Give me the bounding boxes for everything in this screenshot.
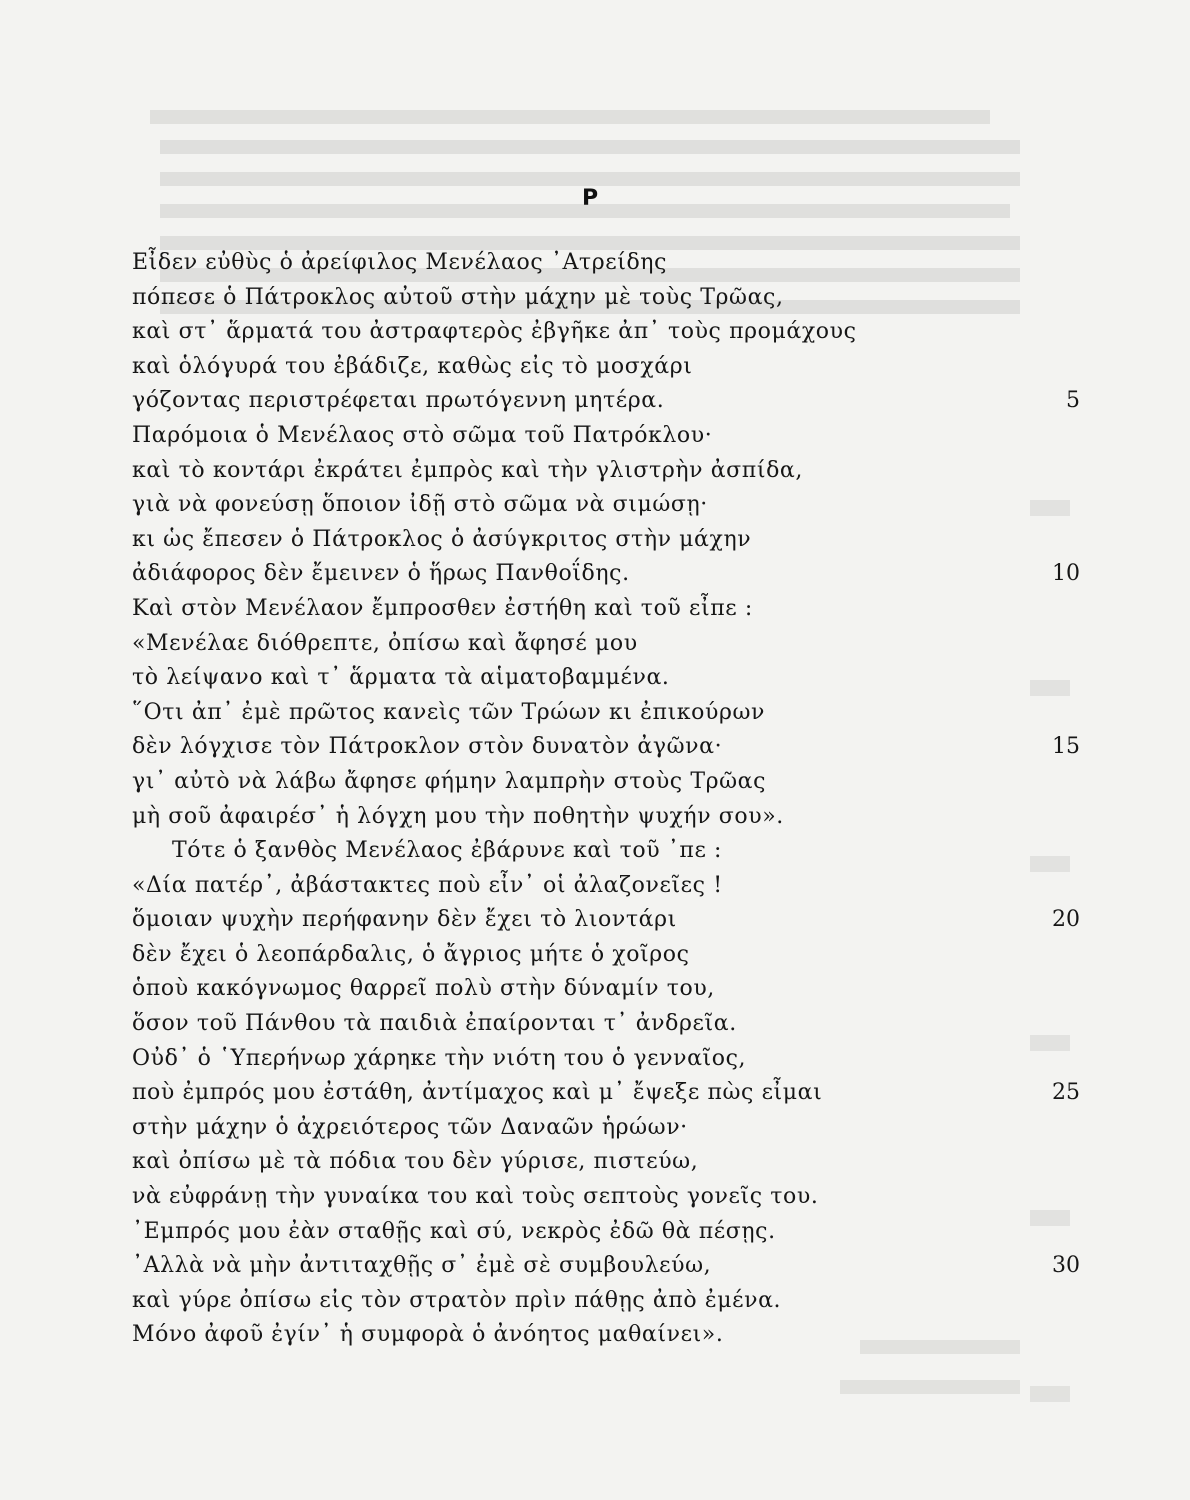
poem-line (0, 557, 1190, 592)
poem-line-text: δὲν ἔχει ὁ λεοπάρδαλις, ὁ ἄγριος μήτε ὁ χοῖρος (132, 941, 690, 967)
poem-line-text: καὶ γύρε ὀπίσω εἰς τὸν στρατὸν πρὶν πάθῃς ἀπὸ ἐμένα. (132, 1287, 782, 1313)
poem-line-text: κι ὡς ἔπεσεν ὁ Πάτροκλος ὁ ἀσύγκριτος στὴν μάχην (132, 526, 752, 552)
poem-line (0, 834, 1190, 869)
poem-line (0, 1076, 1190, 1111)
poem-line-text: Εἶδεν εὐθὺς ὁ ἀρείφιλος Μενέλαος ᾿Ατρείδης (132, 250, 668, 275)
poem-line-text: γόζοντας περιστρέφεται πρωτόγεννη μητέρα. (132, 388, 665, 414)
poem-line-text: ἀδιάφορος δὲν ἔμεινεν ὁ ἥρως Πανθοΐδης. (132, 561, 630, 587)
poem-line-text: γι᾿ αὐτὸ νὰ λάβω ἄφησε φήμην λαμπρὴν στοὺς Τρῶας (132, 768, 767, 794)
poem-line (0, 315, 1190, 350)
poem-line (0, 1215, 1190, 1250)
poem-line-text: ὁποὺ κακόγνωμος θαρρεῖ πολὺ στὴν δύναμίν του, (132, 976, 715, 1002)
poem-line-text: γιὰ νὰ φονεύσῃ ὅποιον ἰδῇ στὸ σῶμα νὰ σιμώσῃ· (132, 492, 708, 518)
poem-line (0, 523, 1190, 558)
poem-line (0, 350, 1190, 385)
poem-line (0, 1111, 1190, 1146)
poem-line (0, 1145, 1190, 1180)
poem-line (0, 1284, 1190, 1319)
poem-line (0, 1249, 1190, 1284)
poem-line-text: ᾿Εμπρός μου ἐὰν σταθῇς καὶ σύ, νεκρὸς ἐδῶ θὰ πέσῃς. (132, 1218, 776, 1244)
poem-line (0, 661, 1190, 696)
poem-line (0, 1042, 1190, 1077)
poem-line-text: ᾿Αλλὰ νὰ μὴν ἀντιταχθῇς σ᾿ ἐμὲ σὲ συμβουλεύω, (132, 1253, 712, 1279)
poem-line-text: Καὶ στὸν Μενέλαον ἔμπροσθεν ἐστήθη καὶ τοῦ εἶπε : (132, 595, 753, 621)
poem-line-text: στὴν μάχην ὁ ἀχρειότερος τῶν Δαναῶν ἡρώων· (132, 1114, 688, 1140)
poem-line (0, 1318, 1190, 1353)
poem-line-text: «Δία πατέρ᾿, ἀβάστακτες ποὺ εἶν᾿ οἱ ἀλαζονεῖες ! (132, 872, 723, 898)
poem-line (0, 1007, 1190, 1042)
book-letter-heading: Ρ (582, 186, 599, 211)
poem-line (0, 627, 1190, 662)
poem-line-text: μὴ σοῦ ἀφαιρέσ᾿ ἡ λόγχη μου τὴν ποθητὴν ψυχήν σου». (132, 803, 784, 829)
poem-body (0, 246, 1190, 1353)
poem-line-text: ῞Οτι ἀπ᾿ ἐμὲ πρῶτος κανεὶς τῶν Τρώων κι ἐπικούρων (132, 699, 766, 725)
poem-line (0, 800, 1190, 835)
poem-line-text: καὶ τὸ κοντάρι ἐκράτει ἐμπρὸς καὶ τὴν γλιστρὴν ἀσπίδα, (132, 457, 803, 483)
poem-line (0, 419, 1190, 454)
poem-line-text: «Μενέλαε διόθρεπτε, ὀπίσω καὶ ἄφησέ μου (132, 630, 638, 656)
poem-line (0, 869, 1190, 904)
poem-line-text: Τότε ὁ ξανθὸς Μενέλαος ἐβάρυνε καὶ τοῦ ᾿πε : (172, 838, 723, 864)
line-number: 20 (1052, 907, 1080, 933)
poem-line-text: καὶ ὁλόγυρά του ἐβάδιζε, καθὼς εἰς τὸ μοσχάρι (132, 353, 693, 379)
poem-line (0, 938, 1190, 973)
line-number: 5 (1066, 388, 1080, 414)
poem-line (0, 765, 1190, 800)
poem-line (0, 1180, 1190, 1215)
poem-line-text: νὰ εὐφράνῃ τὴν γυναίκα του καὶ τοὺς σεπτοὺς γονεῖς του. (132, 1184, 819, 1210)
line-number: 10 (1052, 561, 1080, 587)
poem-line (0, 972, 1190, 1007)
poem-line (0, 384, 1190, 419)
line-number: 15 (1052, 734, 1080, 760)
poem-line (0, 592, 1190, 627)
poem-line (0, 488, 1190, 523)
poem-line-text: καὶ ὀπίσω μὲ τὰ πόδια του δὲν γύρισε, πιστεύω, (132, 1149, 699, 1175)
poem-line-text: πόπεσε ὁ Πάτροκλος αὐτοῦ στὴν μάχην μὲ τοὺς Τρῶας, (132, 284, 784, 310)
poem-line-text: καὶ στ᾿ ἅρματά του ἀστραφτερὸς ἐβγῆκε ἀπ᾿ τοὺς προμάχους (132, 319, 857, 345)
poem-line-text: ὅσον τοῦ Πάνθου τὰ παιδιὰ ἐπαίρονται τ᾿ ἀνδρεῖα. (132, 1011, 737, 1037)
poem-line-text: Οὐδ᾿ ὁ ῾Υπερήνωρ χάρηκε τὴν νιότη του ὁ γενναῖος, (132, 1045, 747, 1071)
poem-line-text: ποὺ ἐμπρός μου ἐστάθη, ἀντίμαχος καὶ μ᾿ ἔψεξε πὼς εἶμαι (132, 1080, 823, 1106)
poem-line (0, 281, 1190, 316)
poem-line (0, 696, 1190, 731)
line-number: 30 (1052, 1253, 1080, 1279)
poem-line-text: τὸ λείψανο καὶ τ᾿ ἅρματα τὰ αἱματοβαμμένα. (132, 665, 670, 691)
poem-line-text: Μόνο ἀφοῦ ἐγίν᾿ ἡ συμφορὰ ὁ ἀνόητος μαθαίνει». (132, 1322, 724, 1348)
poem-line-text: ὅμοιαν ψυχὴν περήφανην δὲν ἔχει τὸ λιοντάρι (132, 907, 677, 933)
poem-line (0, 903, 1190, 938)
poem-line (0, 454, 1190, 489)
poem-line-text: δὲν λόγχισε τὸν Πάτροκλον στὸν δυνατὸν ἀγῶνα· (132, 734, 723, 760)
line-number: 25 (1052, 1080, 1080, 1106)
poem-line (0, 730, 1190, 765)
poem-line (0, 246, 1190, 281)
poem-line-text: Παρόμοια ὁ Μενέλαος στὸ σῶμα τοῦ Πατρόκλου· (132, 422, 713, 448)
